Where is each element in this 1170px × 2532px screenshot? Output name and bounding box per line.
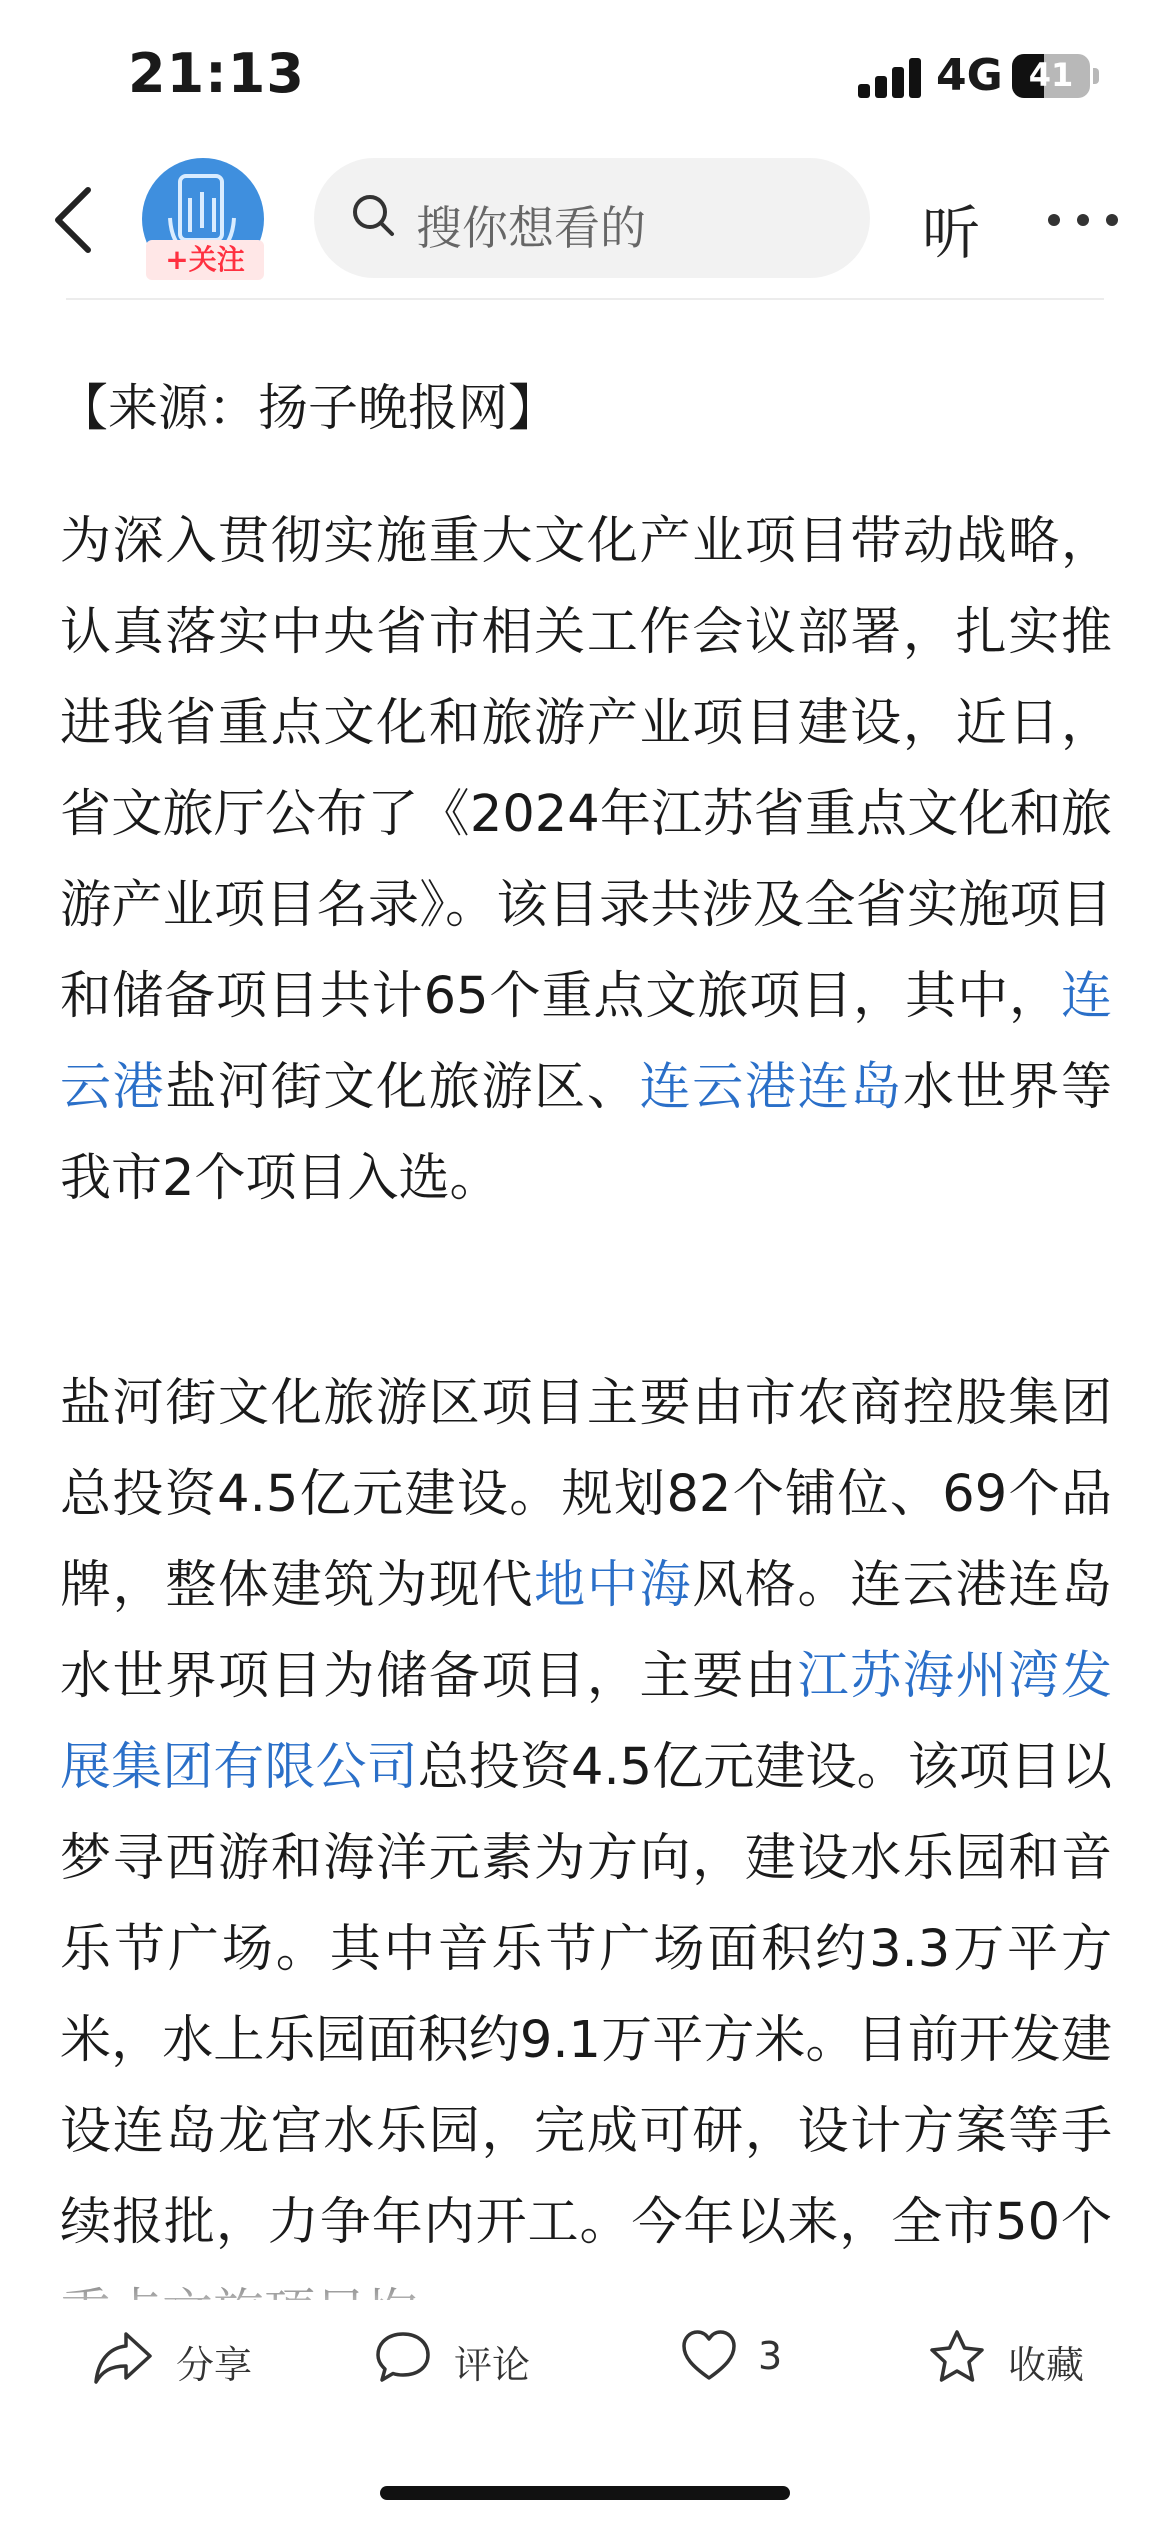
share-icon [92, 2328, 154, 2386]
article-source: 【来源：扬子晚报网】 [58, 379, 558, 437]
comment-button[interactable] [374, 2324, 554, 2394]
keyword-link-company[interactable]: 江苏海州湾发展集团有限公司 [60, 1647, 1112, 1797]
like-button[interactable] [680, 2324, 810, 2394]
favorite-button[interactable] [928, 2324, 1098, 2394]
paragraph-text: 总投资4.5亿元建设。该项目以梦寻西游和海洋元素为方向，建设水乐园和音乐节广场。其中音乐节广场面积约3.3万平方米，水上乐园面积约9.1万平方米。目前开发建设连岛龙宫水乐园，完成可研，设计方案等手续报批，力争年内开工。今年以来，全市50个 [60, 1738, 1112, 2252]
paragraph-text: 风格。连云港连岛水世界项目为储备项目，主要由 [60, 1556, 1112, 1706]
follow-button[interactable]: +关注 [146, 240, 264, 280]
paragraph-text: 水世界等我市2个项目入选。 [60, 1058, 1112, 1208]
more-button[interactable] [1048, 210, 1118, 230]
share-label: 分享 [176, 2343, 253, 2387]
keyword-link-liandao[interactable]: 连云港连岛 [639, 1058, 903, 1117]
divider [66, 298, 1104, 300]
share-button[interactable] [92, 2324, 262, 2394]
signal-strength-icon [858, 58, 922, 98]
network-type: 4G [936, 50, 1003, 101]
home-indicator [380, 2486, 790, 2500]
author-avatar-button[interactable] [142, 158, 270, 286]
star-icon [928, 2328, 986, 2384]
back-button[interactable] [46, 180, 106, 260]
keyword-link-lianyungang[interactable]: 连云港 [60, 967, 1112, 1117]
battery-icon [1012, 54, 1090, 98]
search-input[interactable] [314, 158, 870, 278]
paragraph-text: 为深入贯彻实施重大文化产业项目带动战略，认真落实中央省市相关工作会议部署，扎实推进我省重点文化和旅游产业项目建设，近日，省文旅厅公布了《2024年江苏省重点文化和旅游产业项目名录》。该目录共涉及全省实施项目和储备项目共计65个重点文旅项目，其中， [60, 512, 1112, 1026]
comment-icon [374, 2328, 432, 2386]
battery-tip [1093, 68, 1099, 84]
paragraph-text: 盐河街文化旅游区项目主要由市农商控股集团总投资4.5亿元建设。规划82个铺位、69个品牌，整体建筑为现代 [60, 1374, 1112, 1615]
favorite-label: 收藏 [1008, 2343, 1085, 2387]
comment-label: 评论 [454, 2343, 531, 2387]
article-paragraph [60, 1358, 1112, 2359]
top-nav-bar [0, 150, 1170, 290]
like-count: 3 [758, 2334, 783, 2378]
battery-percent: 41 [1028, 56, 1074, 94]
listen-button[interactable]: 听 [922, 199, 981, 267]
search-icon [350, 192, 398, 240]
paragraph-text: 盐河街文化旅游区、 [165, 1058, 640, 1117]
article-paragraph [60, 496, 1112, 1224]
status-bar [0, 0, 1170, 150]
bottom-action-bar [0, 2300, 1170, 2420]
search-placeholder: 搜你想看的 [416, 201, 646, 255]
status-time: 21:13 [128, 42, 305, 105]
heart-icon [680, 2328, 738, 2382]
chevron-left-icon [46, 180, 106, 260]
keyword-link-mediterranean[interactable]: 地中海 [534, 1556, 693, 1615]
